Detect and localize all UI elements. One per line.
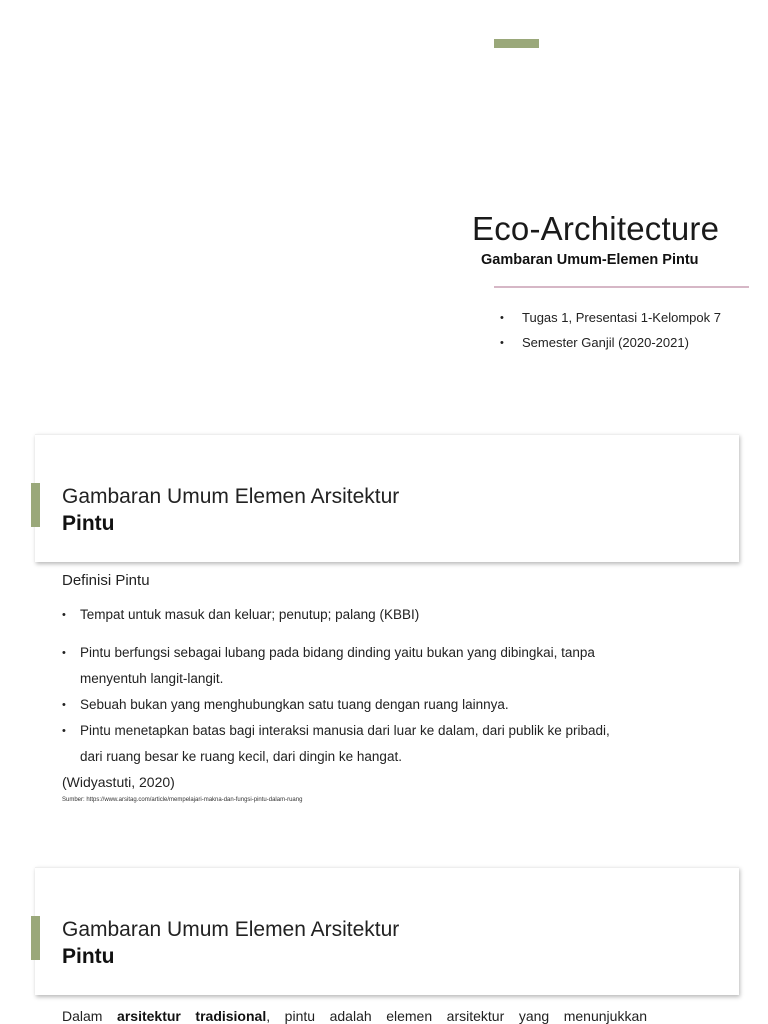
title-divider: [494, 286, 749, 288]
top-accent-bar: [494, 39, 539, 48]
list-item: • Semester Ganjil (2020-2021): [500, 333, 721, 358]
bullet-icon: •: [62, 647, 66, 659]
presentation-title: Eco-Architecture: [472, 210, 720, 247]
slide2-header-subtitle: Pintu: [62, 512, 115, 535]
list-item: • Tugas 1, Presentasi 1-Kelompok 7: [500, 308, 721, 333]
citation: (Widyastuti, 2020): [62, 774, 175, 790]
bullet-icon: •: [500, 312, 504, 324]
slide3-accent-bar: [31, 916, 40, 960]
bullet-icon: •: [62, 725, 66, 737]
source-link: Sumber: https://www.arsitag.com/article/mempelajari-makna-dan-fungsi-pintu-dalam-ruang: [62, 797, 303, 803]
slide2-header-title: Gambaran Umum Elemen Arsitektur: [62, 485, 400, 508]
slide2-accent-bar: [31, 483, 40, 527]
list-item: • Pintu menetapkan batas bagi interaksi manusia dari luar ke dalam, dari publik ke pribadi, dari ruang besar ke ruang kecil, dari dingin ke hangat.: [62, 718, 632, 770]
list-item: • Pintu berfungsi sebagai lubang pada bidang dinding yaitu bukan yang dibingkai, tanpa menyentuh langit-langit.: [62, 640, 632, 692]
bullet-icon: •: [62, 699, 66, 711]
list-item: • Sebuah bukan yang menghubungkan satu tuang dengan ruang lainnya.: [62, 692, 632, 718]
emphasis-text: arsitektur tradisional: [117, 1008, 267, 1024]
intro-paragraph: Dalam arsitektur tradisional, pintu adalah elemen arsitektur yang menunjukkan: [62, 1008, 648, 1024]
bullet-icon: •: [62, 609, 66, 621]
list-item: • Tempat untuk masuk dan keluar; penutup; palang (KBBI): [62, 602, 632, 628]
section-heading: Definisi Pintu: [62, 572, 150, 589]
bullet-icon: •: [500, 336, 504, 349]
definition-list: [62, 602, 632, 770]
slide3-header-title: Gambaran Umum Elemen Arsitektur: [62, 918, 400, 941]
slide3-header-subtitle: Pintu: [62, 945, 115, 968]
presentation-subtitle: Gambaran Umum-Elemen Pintu: [481, 252, 699, 268]
presentation-info-list: [500, 308, 721, 357]
